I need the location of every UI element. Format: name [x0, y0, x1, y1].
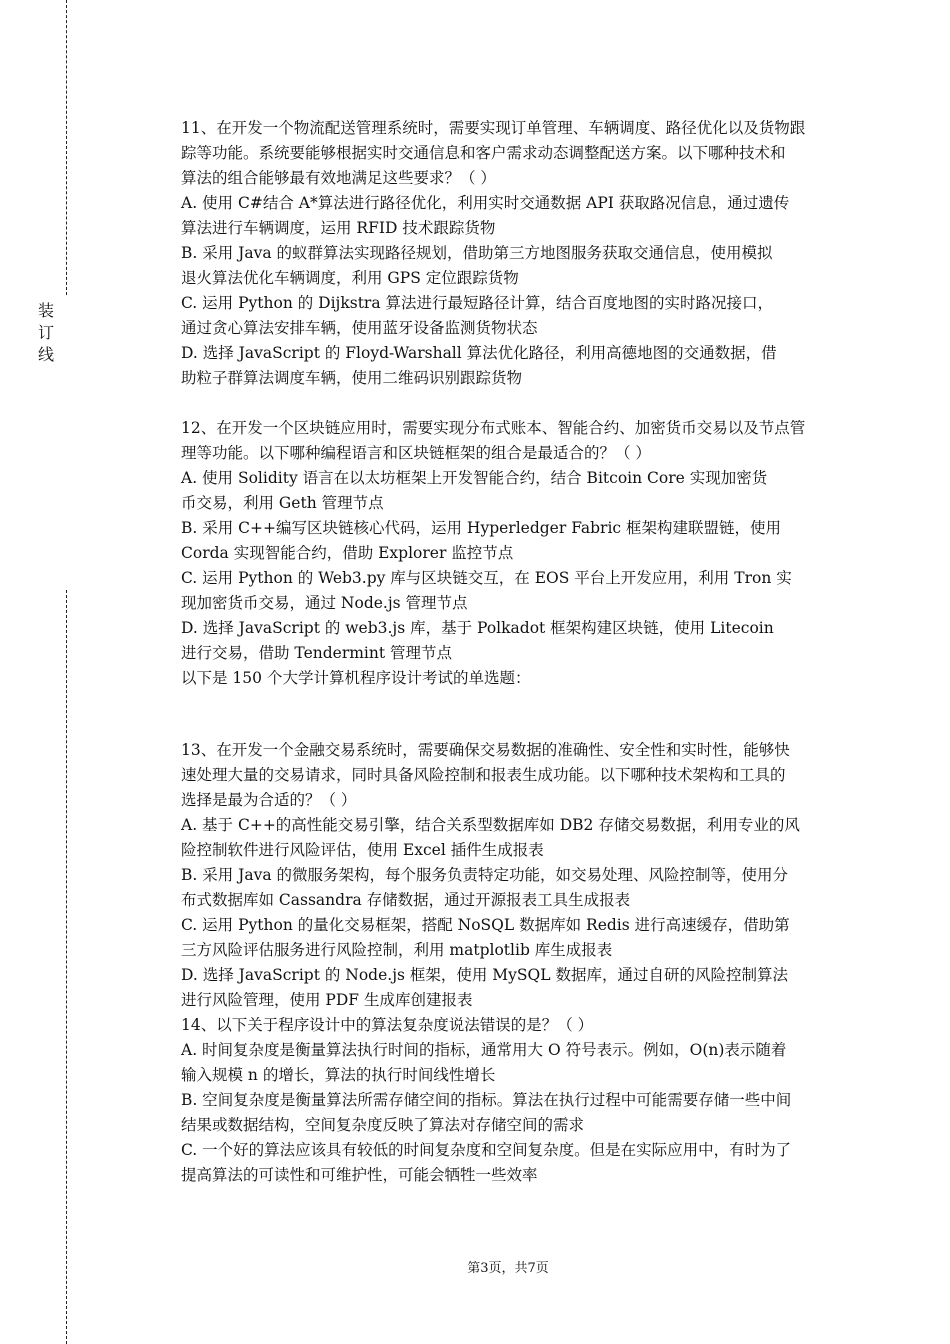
- question-text-line: A. 时间复杂度是衡量算法执行时间的指标，通常用大 O 符号表示。例如，O(n)表示随着: [181, 1041, 787, 1059]
- question-text-line: 理等功能。以下哪种编程语言和区块链框架的组合是最适合的？（ ）: [181, 444, 651, 462]
- question-text-line: C. 运用 Python 的量化交易框架，搭配 NoSQL 数据库如 Redis 进行高速缓存，借助第: [181, 916, 790, 934]
- question-text-line: Corda 实现智能合约，借助 Explorer 监控节点: [181, 544, 514, 562]
- question-text-line: 三方风险评估服务进行风险控制，利用 matplotlib 库生成报表: [181, 941, 613, 959]
- question-text-line: B. 采用 Java 的蚁群算法实现路径规划，借助第三方地图服务获取交通信息，使用模拟: [181, 244, 773, 262]
- page-footer: 第3页，共7页: [467, 1261, 549, 1276]
- question-text-line: B. 空间复杂度是衡量算法所需存储空间的指标。算法在执行过程中可能需要存储一些中间: [181, 1091, 792, 1109]
- question-text-line: 现加密货币交易，通过 Node.js 管理节点: [181, 594, 468, 612]
- question-text-line: 币交易，利用 Geth 管理节点: [181, 494, 384, 512]
- question-11: [181, 116, 841, 391]
- binding-char: 线: [37, 345, 54, 364]
- question-text-line: A. 基于 C++的高性能交易引擎，结合关系型数据库如 DB2 存储交易数据，利用专业的风: [181, 816, 800, 834]
- question-text-line: 输入规模 n 的增长，算法的执行时间线性增长: [181, 1066, 496, 1084]
- question-text-line: 退火算法优化车辆调度，利用 GPS 定位跟踪货物: [181, 269, 519, 287]
- question-text-line: 进行风险管理，使用 PDF 生成库创建报表: [181, 991, 473, 1009]
- binding-dashed-line-top: [66, 0, 67, 295]
- question-text-line: D. 选择 JavaScript 的 web3.js 库，基于 Polkadot 框架构建区块链，使用 Litecoin: [181, 619, 774, 637]
- question-text-line: 算法的组合能够最有效地满足这些要求？（ ）: [181, 169, 496, 187]
- question-text-line: 通过贪心算法安排车辆，使用蓝牙设备监测货物状态: [181, 319, 538, 337]
- question-text-line: 助粒子群算法调度车辆，使用二维码识别跟踪货物: [181, 369, 523, 387]
- question-text-line: 布式数据库如 Cassandra 存储数据，通过开源报表工具生成报表: [181, 891, 631, 909]
- question-text-line: 进行交易，借助 Tendermint 管理节点: [181, 644, 453, 662]
- question-text-line: C. 一个好的算法应该具有较低的时间复杂度和空间复杂度。但是在实际应用中，有时为了: [181, 1141, 792, 1159]
- question-text-line: B. 采用 Java 的微服务架构，每个服务负责特定功能，如交易处理、风险控制等，使用分: [181, 866, 789, 884]
- question-text-line: 选择是最为合适的？（ ）: [181, 791, 357, 809]
- question-text-line: 以下是 150 个大学计算机程序设计考试的单选题：: [181, 669, 531, 687]
- question-text-line: 结果或数据结构，空间复杂度反映了算法对存储空间的需求: [181, 1116, 585, 1134]
- question-text-line: 险控制软件进行风险评估，使用 Excel 插件生成报表: [181, 841, 544, 859]
- question-text-line: D. 选择 JavaScript 的 Node.js 框架，使用 MySQL 数据库，通过自研的风险控制算法: [181, 966, 788, 984]
- binding-label: [37, 300, 55, 366]
- question-13: [181, 738, 841, 1013]
- question-text-line: 12、在开发一个区块链应用时，需要实现分布式账本、智能合约、加密货币交易以及节点管: [181, 419, 806, 437]
- binding-char: 订: [37, 323, 54, 342]
- question-text-line: 提高算法的可读性和可维护性，可能会牺牲一些效率: [181, 1166, 538, 1184]
- question-text-line: C. 运用 Python 的 Dijkstra 算法进行最短路径计算，结合百度地图的实时路况接口，: [181, 294, 773, 312]
- question-14: [181, 1013, 841, 1188]
- binding-char: 装: [37, 301, 54, 320]
- question-text-line: A. 使用 Solidity 语言在以太坊框架上开发智能合约，结合 Bitcoin Core 实现加密货: [181, 469, 768, 487]
- binding-dashed-line-bottom: [66, 590, 67, 1344]
- question-12: [181, 416, 841, 691]
- question-text-line: 14、以下关于程序设计中的算法复杂度说法错误的是？（ ）: [181, 1016, 594, 1034]
- question-text-line: C. 运用 Python 的 Web3.py 库与区块链交互，在 EOS 平台上开发应用，利用 Tron 实: [181, 569, 792, 587]
- question-text-line: 11、在开发一个物流配送管理系统时，需要实现订单管理、车辆调度、路径优化以及货物跟: [181, 119, 806, 137]
- question-text-line: D. 选择 JavaScript 的 Floyd-Warshall 算法优化路径，利用高德地图的交通数据，借: [181, 344, 777, 362]
- question-text-line: 踪等功能。系统要能够根据实时交通信息和客户需求动态调整配送方案。以下哪种技术和: [181, 144, 786, 162]
- question-text-line: A. 使用 C#结合 A*算法进行路径优化，利用实时交通数据 API 获取路况信息，通过遗传: [181, 194, 790, 212]
- question-text-line: 13、在开发一个金融交易系统时，需要确保交易数据的准确性、安全性和实时性，能够快: [181, 741, 790, 759]
- question-text-line: 算法进行车辆调度，运用 RFID 技术跟踪货物: [181, 219, 496, 237]
- question-text-line: 速处理大量的交易请求，同时具备风险控制和报表生成功能。以下哪种技术架构和工具的: [181, 766, 786, 784]
- question-text-line: B. 采用 C++编写区块链核心代码，运用 Hyperledger Fabric 框架构建联盟链，使用: [181, 519, 782, 537]
